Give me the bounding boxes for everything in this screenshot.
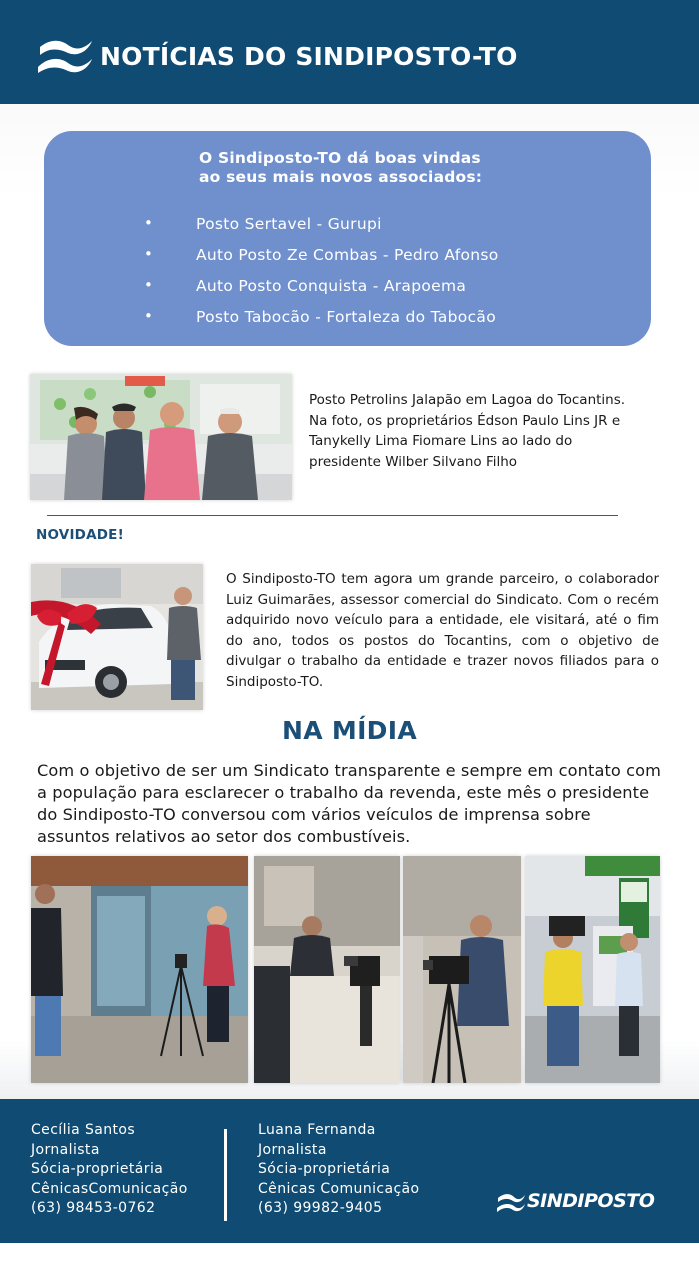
contact-position: Sócia-proprietária (31, 1161, 164, 1177)
list-item (144, 246, 499, 277)
contact-name: Luana Fernanda (258, 1122, 376, 1138)
contact-phone[interactable]: (63) 99982-9405 (258, 1200, 383, 1216)
midia-heading: NA MÍDIA (282, 716, 417, 745)
welcome-intro-line1: O Sindiposto-TO dá boas vindas (199, 149, 481, 167)
midia-text: Com o objetivo de ser um Sindicato transparente e sempre em contato com a população para esclarecer o trabalho da revenda, este mês o presidente do Sindiposto-TO conversou com vários veículos de imprensa sobre assuntos relativos ao setor dos combustíveis. (37, 761, 662, 846)
sindiposto-waves-logo-icon (36, 37, 94, 77)
sindiposto-waves-logo-icon (496, 1192, 526, 1214)
bullet-icon: • (144, 307, 154, 325)
footer-divider (224, 1129, 227, 1221)
new-members-list (144, 215, 499, 339)
contact-company: CênicasComunicação (31, 1180, 188, 1197)
list-item (144, 308, 499, 339)
contact-company: Cênicas Comunicação (258, 1180, 420, 1197)
contact-name: Cecília Santos (31, 1122, 136, 1138)
interview-office-photo (254, 856, 400, 1083)
bullet-icon: • (144, 245, 154, 263)
contact-role: Jornalista (258, 1141, 327, 1158)
contact-phone[interactable]: (63) 98453-0762 (31, 1200, 156, 1216)
bullet-icon: • (144, 276, 154, 294)
sindiposto-footer-logo (496, 1190, 666, 1216)
member-name: Auto Posto Conquista - Arapoema (196, 277, 467, 295)
interview-camera-photo (403, 856, 521, 1083)
contact-card (31, 1121, 188, 1219)
member-name: Posto Tabocão - Fortaleza do Tabocão (196, 308, 496, 326)
novidade-heading: NOVIDADE! (36, 527, 124, 543)
list-item (144, 277, 499, 308)
contact-card (258, 1121, 420, 1219)
welcome-intro-line2: ao seus mais novos associados: (199, 168, 483, 186)
petrolins-owners-photo (30, 374, 292, 500)
petrolins-caption: Posto Petrolins Jalapão em Lagoa do Tocantins. Na foto, os proprietários Édson Paulo Lins JR e Tanykelly Lima Fiomare Lins ao lado do presidente Wilber Silvano Filho (309, 392, 626, 470)
welcome-new-members-box (44, 131, 651, 346)
section-divider (47, 515, 618, 516)
novidade-text: O Sindiposto-TO tem agora um grande parceiro, o colaborador Luiz Guimarães, assessor comercial do Sindicato. Com o recém adquirido novo veículo para a entidade, ele visitará, até o fim do ano, todos os postos do Tocantins, com o objetivo de divulgar o trabalho da entidade e trazer novos filiados para o Sindiposto-TO. (226, 571, 659, 690)
contact-position: Sócia-proprietária (258, 1161, 391, 1177)
header-banner (0, 0, 699, 104)
welcome-intro (199, 149, 559, 187)
interview-storefront-photo (31, 856, 248, 1083)
interview-gas-station-photo (525, 856, 660, 1083)
newsletter-title: NOTÍCIAS DO SINDIPOSTO-TO (100, 42, 518, 71)
footer-contacts (0, 1099, 699, 1243)
member-name: Auto Posto Ze Combas - Pedro Afonso (196, 246, 499, 264)
bullet-icon: • (144, 214, 154, 232)
contact-role: Jornalista (31, 1141, 100, 1158)
new-vehicle-photo (31, 564, 203, 710)
list-item (144, 215, 499, 246)
member-name: Posto Sertavel - Gurupi (196, 215, 382, 233)
sindiposto-logo-text: SINDIPOSTO (527, 1190, 655, 1212)
